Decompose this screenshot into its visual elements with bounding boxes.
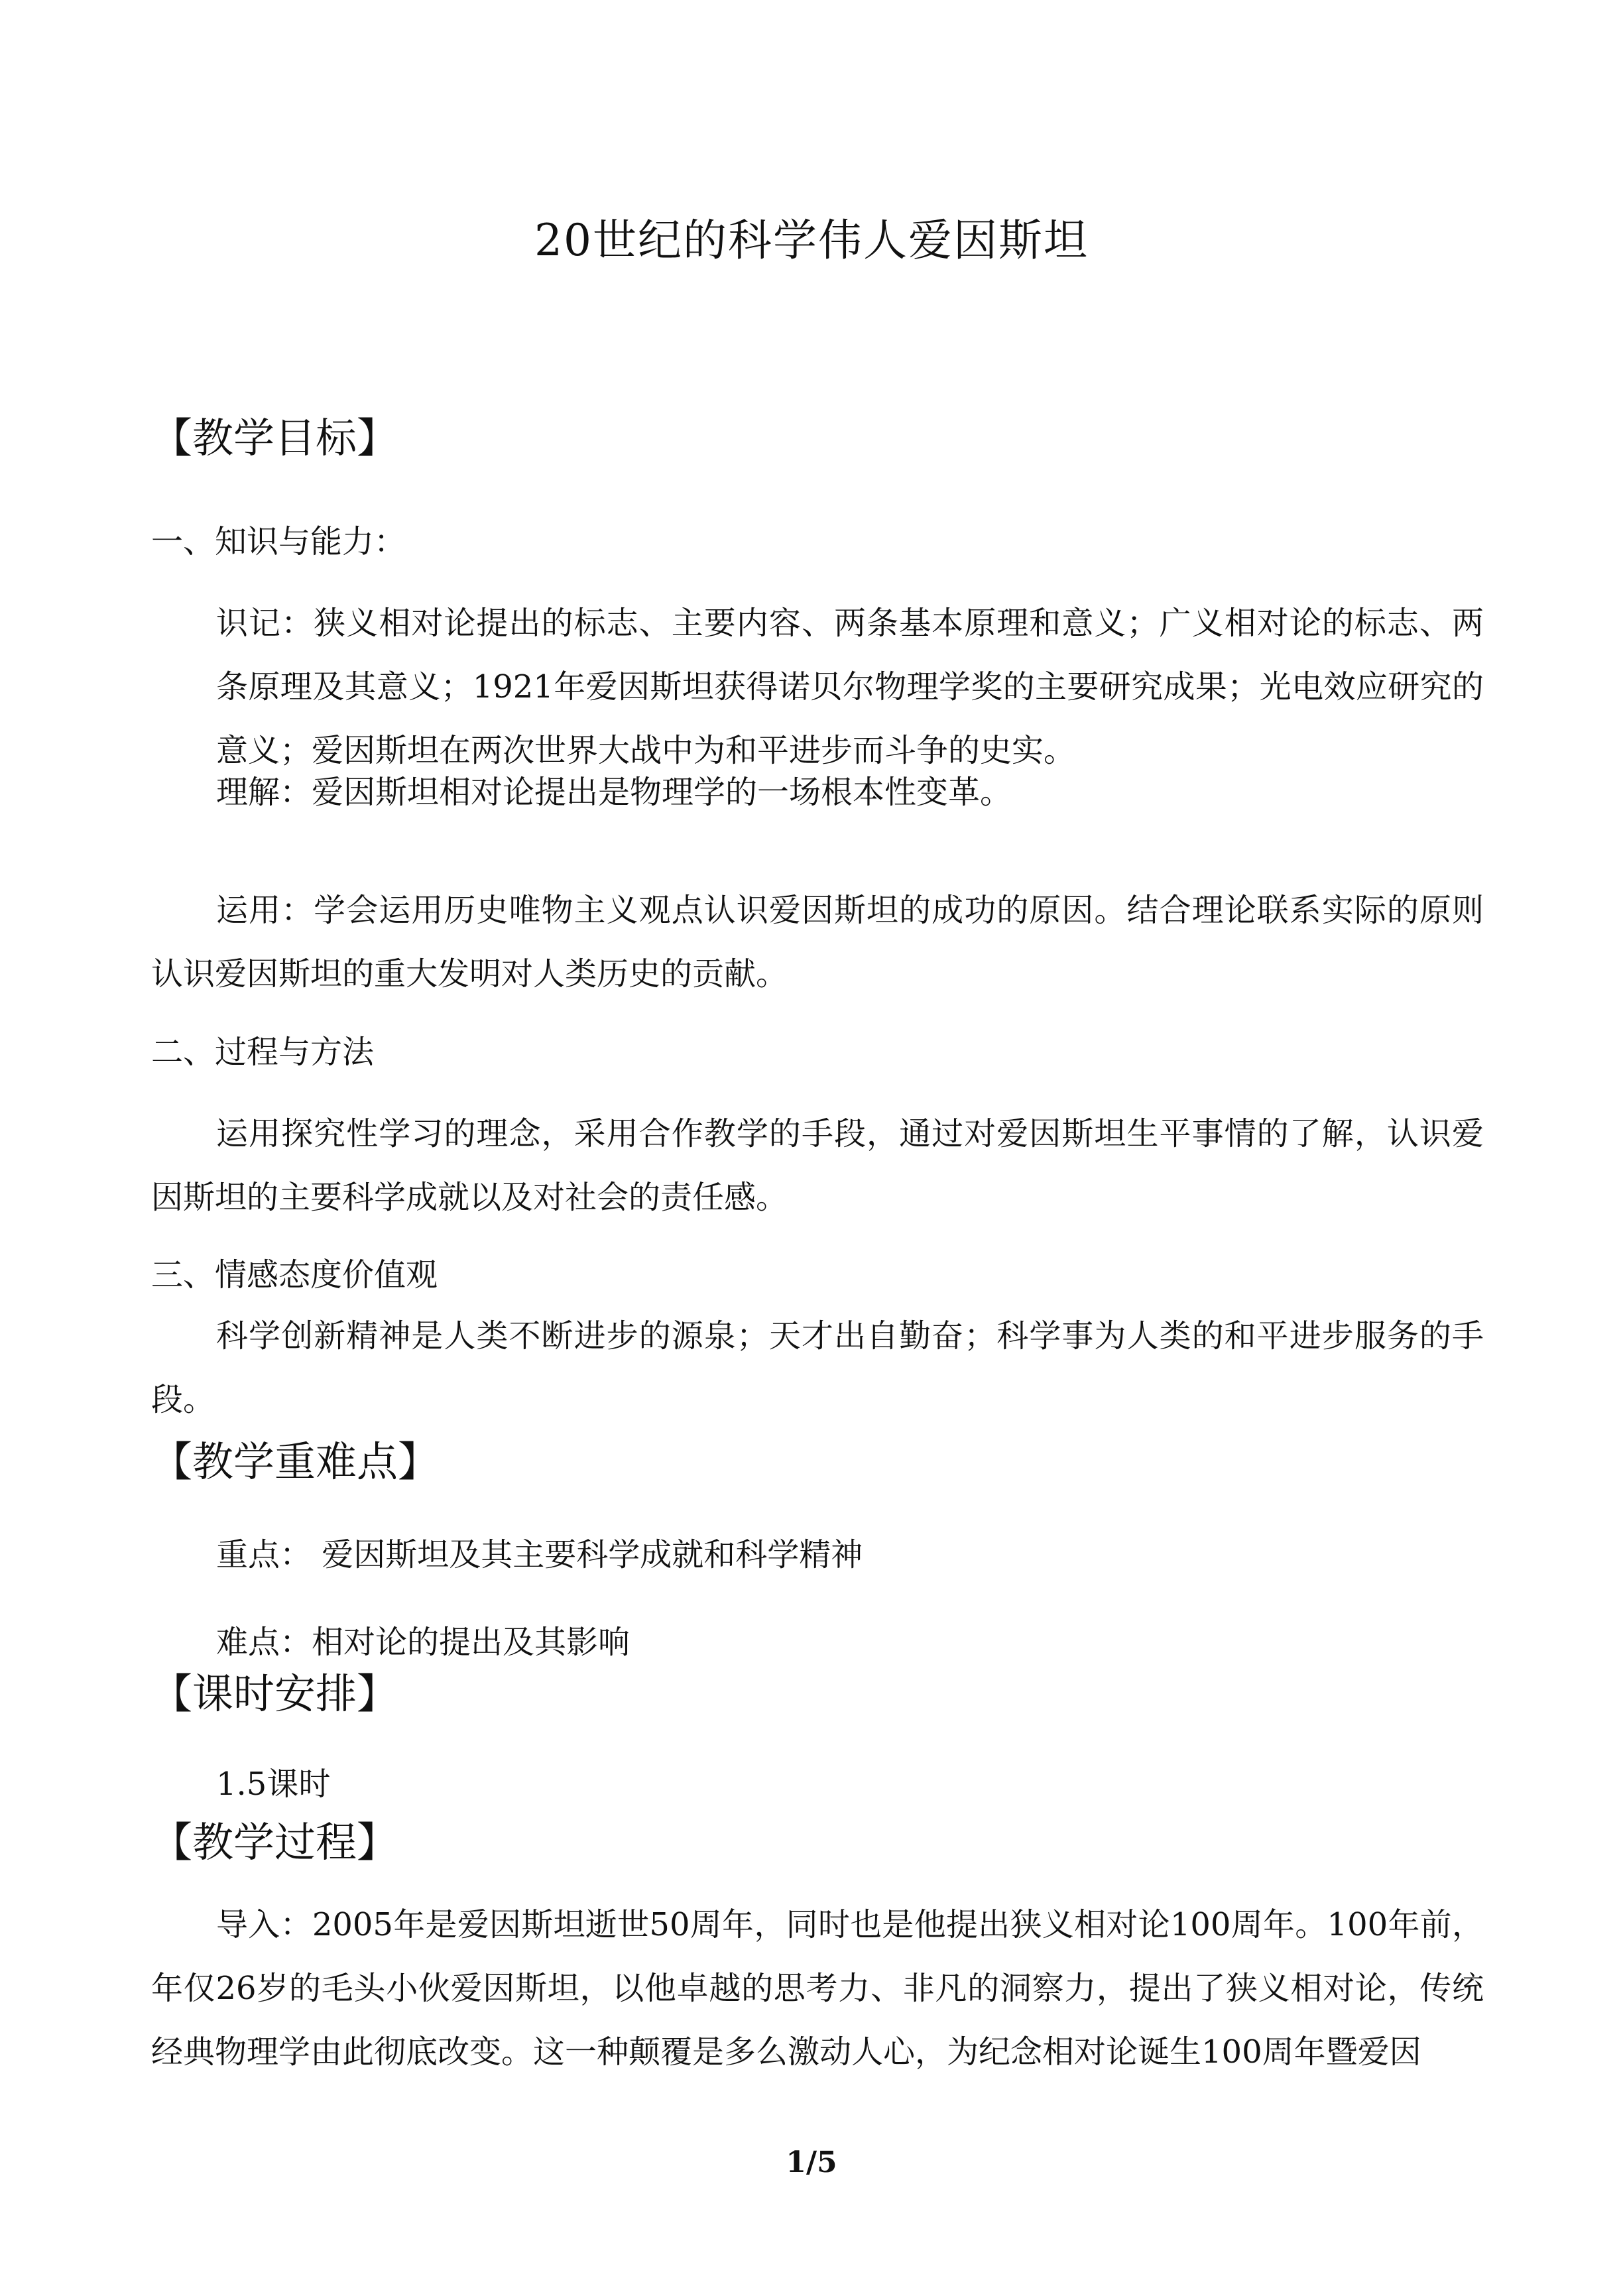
difficulty-line: 难点：相对论的提出及其影响: [216, 1624, 631, 1661]
apply-paragraph: 运用：学会运用历史唯物主义观点认识爱因斯坦的成功的原因。结合理论联系实际的原则认识爱因斯坦的重大发明对人类历史的贡献。: [151, 892, 1484, 993]
section-heading-key-points: 【教学重难点】: [151, 1437, 440, 1486]
document-title: 20世纪的科学伟人爱因斯坦: [534, 215, 1089, 266]
section-heading-schedule: 【课时安排】: [151, 1669, 398, 1718]
emotion-paragraph: 科学创新精神是人类不断进步的源泉；天才出自勤奋；科学事为人类的和平进步服务的手段。: [151, 1317, 1484, 1418]
schedule-hours: 1.5课时: [216, 1766, 331, 1803]
recall-paragraph: 识记：狭义相对论提出的标志、主要内容、两条基本原理和意义；广义相对论的标志、两条原理及其意义；1921年爱因斯坦获得诺贝尔物理学奖的主要研究成果；光电效应研究的意义；爱因斯坦在两次世界大战中为和平进步而斗争的史实。: [216, 605, 1484, 769]
section-heading-process: 【教学过程】: [151, 1818, 398, 1866]
focus-line: 重点： 爱因斯坦及其主要科学成就和科学精神: [216, 1536, 863, 1573]
process-method-paragraph: 运用探究性学习的理念，采用合作教学的手段，通过对爱因斯坦生平事情的了解，认识爱因斯坦的主要科学成就以及对社会的责任感。: [151, 1115, 1484, 1216]
emotion-heading: 三、情感态度价值观: [151, 1256, 438, 1294]
understand-paragraph: 理解：爱因斯坦相对论提出是物理学的一场根本性变革。: [216, 774, 1012, 811]
page-number: 1/5: [786, 2145, 837, 2179]
knowledge-heading: 一、知识与能力：: [151, 523, 406, 560]
process-method-heading: 二、过程与方法: [151, 1034, 375, 1071]
intro-paragraph: 导入：2005年是爱因斯坦逝世50周年，同时也是他提出狭义相对论100周年。100年前，年仅26岁的毛头小伙爱因斯坦，以他卓越的思考力、非凡的洞察力，提出了狭义相对论，传统经典物理学由此彻底改变。这一种颠覆是多么激动人心，为纪念相对论诞生100周年暨爱因: [151, 1906, 1484, 2071]
section-heading-objectives: 【教学目标】: [151, 414, 398, 462]
